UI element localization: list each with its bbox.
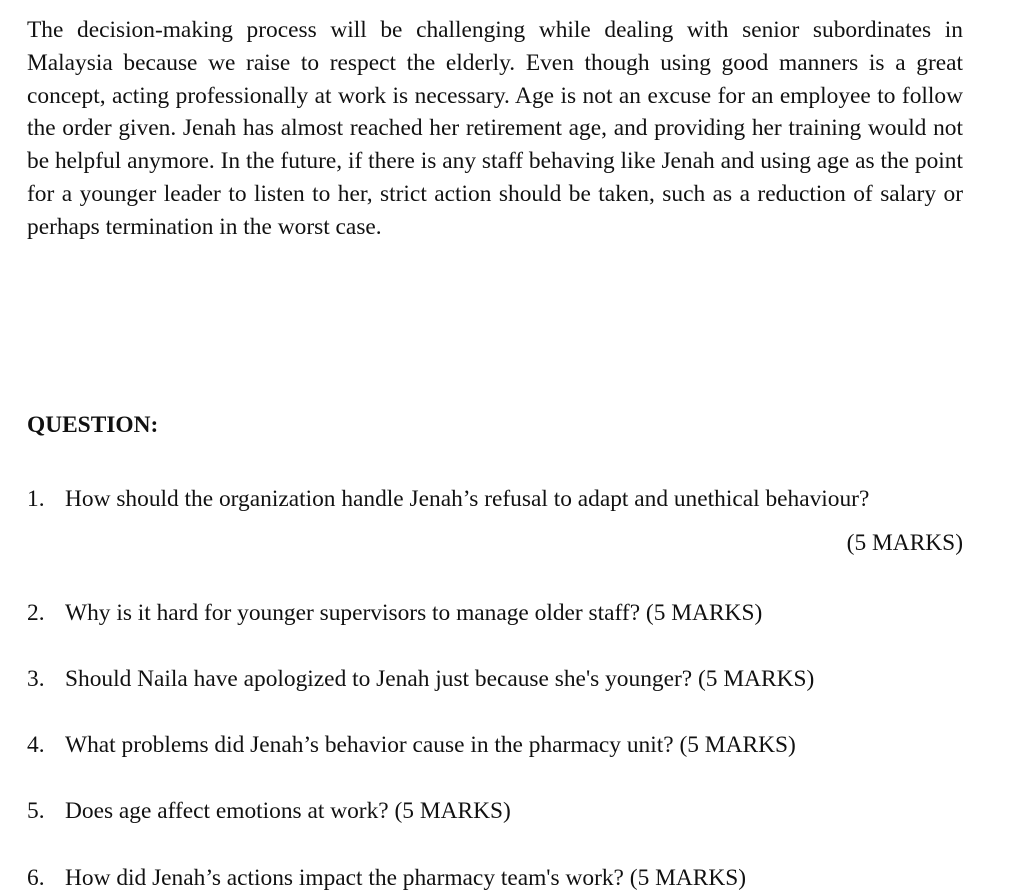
question-number: 2. [27, 600, 45, 626]
question-item-4 [27, 729, 963, 761]
question-text: How should the organization handle Jenah’s refusal to adapt and unethical behaviour? [65, 486, 870, 512]
question-item-5 [27, 795, 963, 827]
question-number: 6. [27, 865, 45, 891]
question-item-3 [27, 663, 963, 695]
body-paragraph: The decision-making process will be challenging while dealing with senior subordinates in Malaysia because we raise to respect the elderly. Even though using good manners is a great concept, acting professionally at work is necessary. Age is not an excuse for an employee to follow the order given. Jenah has almost reached her retirement age, and providing her training would not be helpful anymore. In the future, if there is any staff behaving like Jenah and using age as the point for a younger leader to listen to her, strict action should be taken, such as a reduction of salary or perhaps termination in the worst case. [27, 17, 963, 240]
question-1-marks: (5 MARKS) [846, 530, 963, 556]
question-text: What problems did Jenah’s behavior cause in the pharmacy unit? (5 MARKS) [65, 732, 796, 758]
question-text: Should Naila have apologized to Jenah just because she's younger? (5 MARKS) [65, 666, 815, 692]
question-text: Does age affect emotions at work? (5 MARKS) [65, 798, 511, 824]
question-number: 4. [27, 732, 45, 758]
question-heading: QUESTION: [27, 412, 159, 438]
question-item-6 [27, 862, 963, 894]
question-item-1 [27, 483, 963, 515]
question-text: How did Jenah’s actions impact the pharmacy team's work? (5 MARKS) [65, 865, 747, 891]
document-body [27, 14, 963, 244]
question-number: 3. [27, 666, 45, 692]
question-number: 5. [27, 798, 45, 824]
question-text: Why is it hard for younger supervisors to manage older staff? (5 MARKS) [65, 600, 763, 626]
question-number: 1. [27, 486, 45, 512]
question-item-2 [27, 597, 963, 629]
